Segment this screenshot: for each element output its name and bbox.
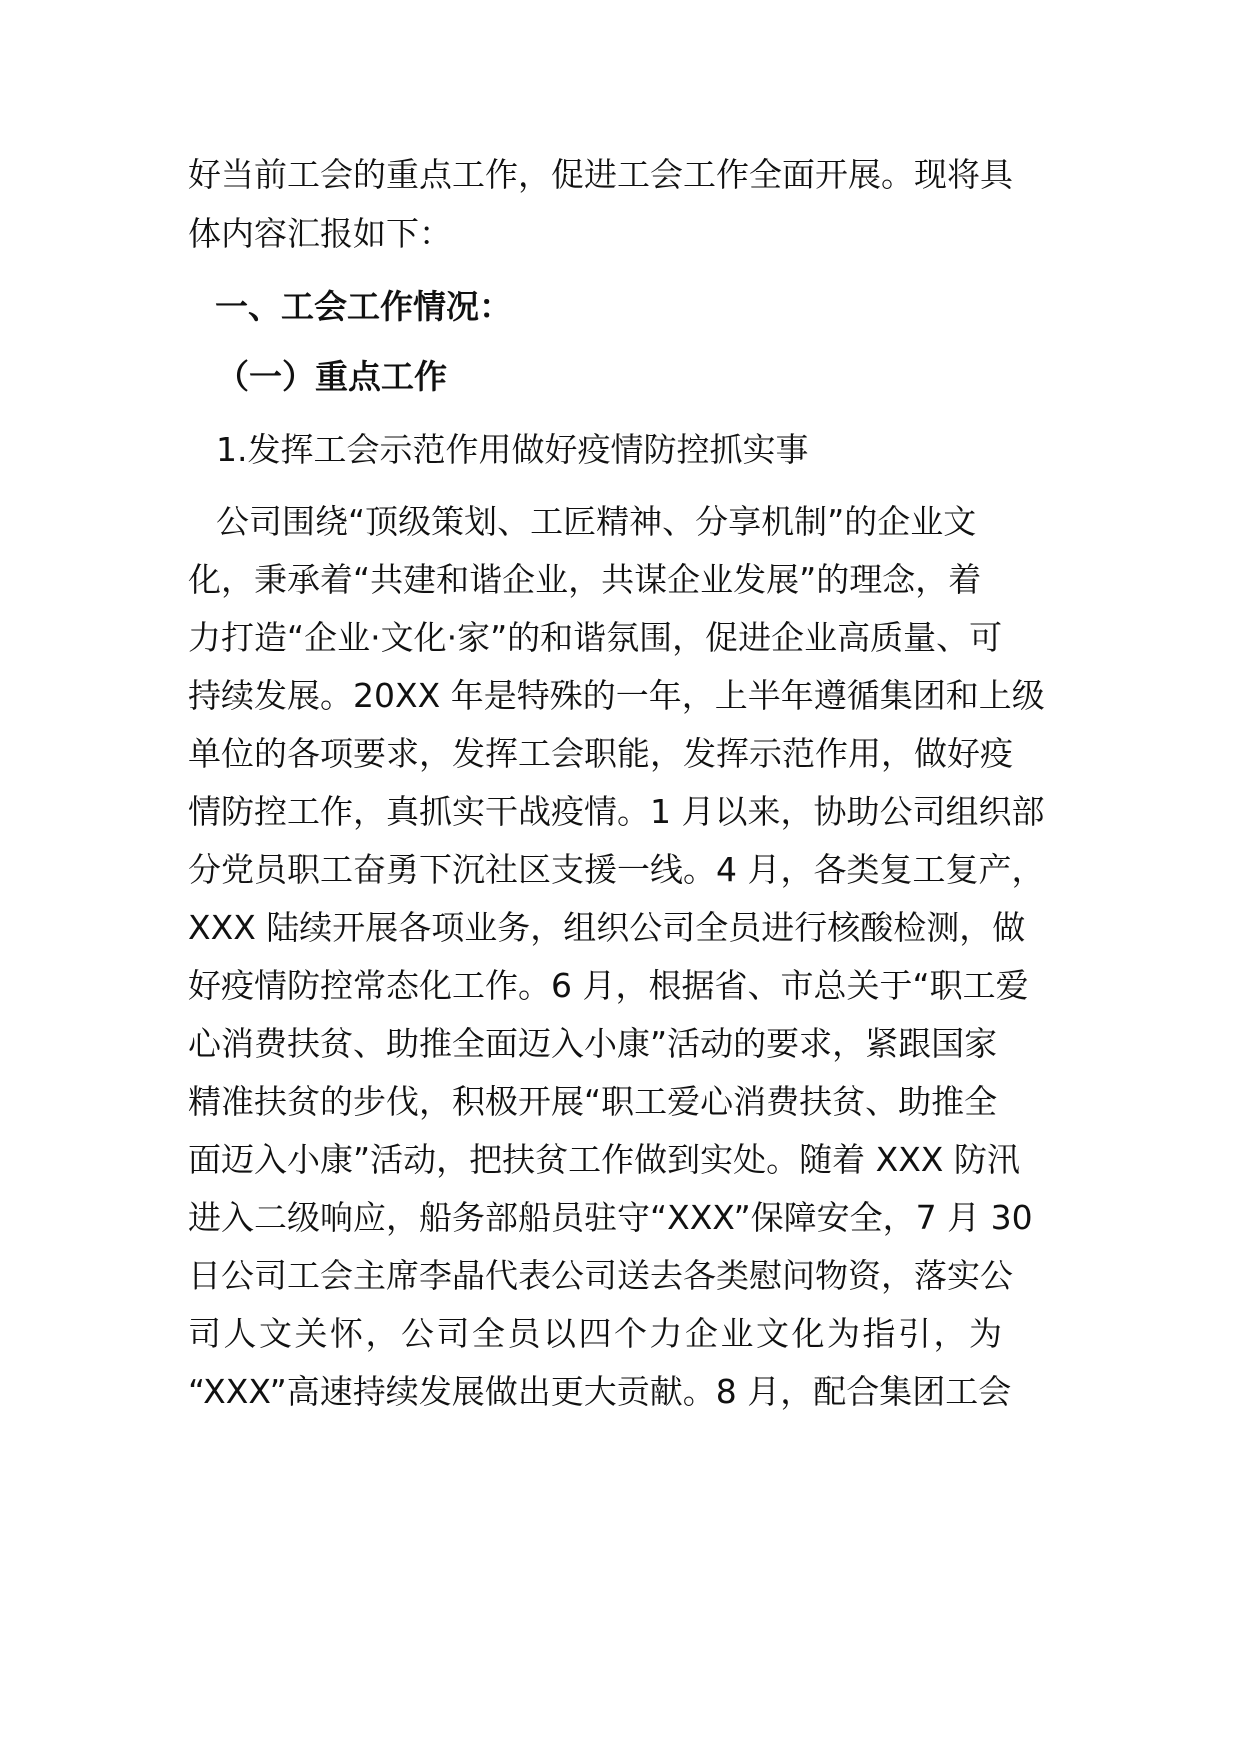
intro-line: 好当前工会的重点工作，促进工会工作全面开展。现将具 [188,155,1013,194]
body-line: 情防控工作，真抓实干战疫情。1 月以来，协助公司组织部 [188,792,1045,831]
body-line: 单位的各项要求，发挥工会职能，发挥示范作用，做好疫 [188,734,1013,773]
body-line: 好疫情防控常态化工作。6 月，根据省、市总关于“职工爱 [188,966,1029,1005]
intro-line: 体内容汇报如下： [188,214,452,253]
body-line: XXX 陆续开展各项业务，组织公司全员进行核酸检测，做 [188,908,1026,947]
body-line: 持续发展。20XX 年是特殊的一年，上半年遵循集团和上级 [188,676,1045,715]
section-heading: 一、工会工作情况： [215,287,512,326]
body-line: 心消费扶贫、助推全面迈入小康”活动的要求，紧跟国家 [188,1024,998,1063]
body-line: 司人文关怀，公司全员以四个力企业文化为指引，为 [188,1314,1005,1353]
body-line: 分党员职工奋勇下沉社区支援一线。4 月，各类复工复产， [188,850,1045,889]
body-line: “XXX”高速持续发展做出更大贡献。8 月，配合集团工会 [188,1372,1012,1411]
body-line: 进入二级响应，船务部船员驻守“XXX”保障安全，7 月 30 [188,1198,1033,1237]
body-line: 日公司工会主席李晶代表公司送去各类慰问物资，落实公 [188,1256,1013,1295]
body-line: 公司围绕“顶级策划、工匠精神、分享机制”的企业文 [216,502,977,541]
body-line: 精准扶贫的步伐，积极开展“职工爱心消费扶贫、助推全 [188,1082,998,1121]
item-heading: 1.发挥工会示范作用做好疫情防控抓实事 [216,430,809,469]
subsection-heading: （一）重点工作 [216,357,447,396]
body-line: 化，秉承着“共建和谐企业，共谋企业发展”的理念，着 [188,560,982,599]
body-line: 力打造“企业·文化·家”的和谐氛围，促进企业高质量、可 [188,618,1003,657]
body-line: 面迈入小康”活动，把扶贫工作做到实处。随着 XXX 防汛 [188,1140,1020,1179]
